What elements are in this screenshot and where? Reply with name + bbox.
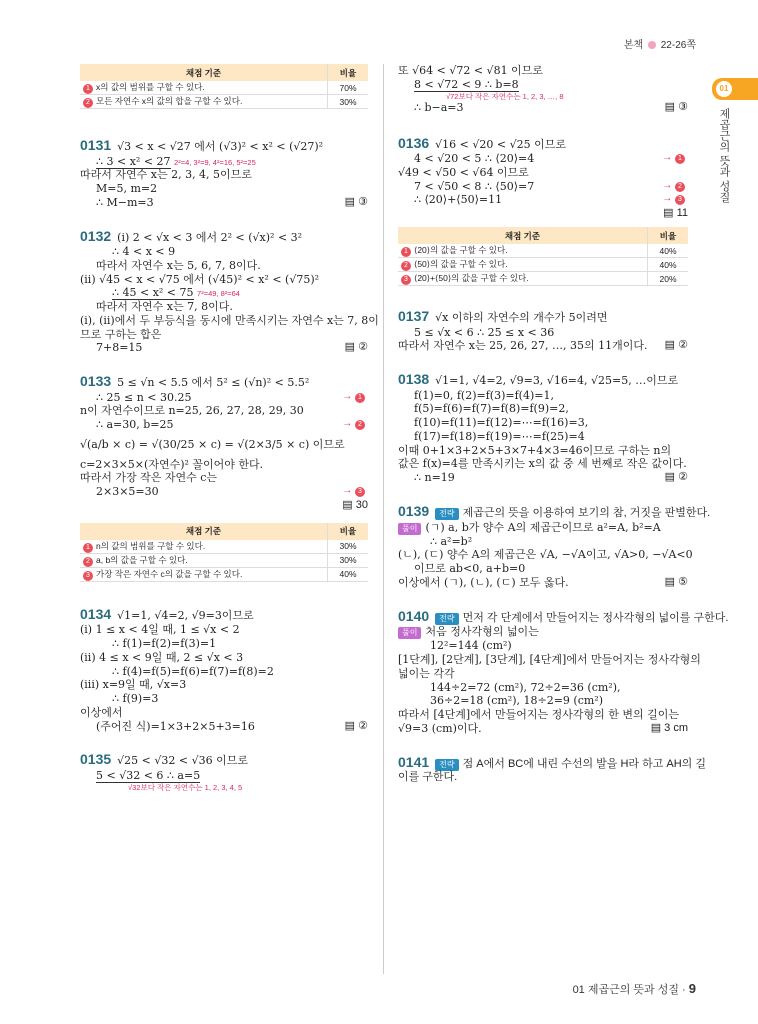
strategy-tag: 전략 xyxy=(435,613,458,625)
problem-0135-continued: 또 √64 < √72 < √81 이므로 8 < √72 < 9 ∴ b=8 √72보다 작은 자연수는 1, 2, 3, …, 8 ∴ b−a=3 ▤ ③ xyxy=(398,64,688,114)
problem-0139: 0139 전략 제곱근의 뜻을 이용하여 보기의 참, 거짓을 판별한다. 풀이 (ㄱ) a, b가 양수 A의 제곱근이므로 a²=A, b²=A ∴ a²=b² (ㄴ), (ㄷ) 양수 A의 제곱근은 √A, −√A이고, √A>0, −√A<0 이므로 ab<0, a+b=0 이상에서 (ㄱ), (ㄴ), (ㄷ) 모두 옳다. ▤ ⑤ xyxy=(398,502,711,589)
line: 이므로 ab<0, a+b=0 xyxy=(414,562,526,576)
line: ∴ 25 ≤ n < 30.25 xyxy=(96,390,192,404)
line: 처음 정사각형의 넓이는 xyxy=(425,625,539,639)
strategy-text: 먼저 각 단계에서 만들어지는 정사각형의 넓이를 구한다. xyxy=(462,611,729,624)
answer: 11 xyxy=(676,207,688,220)
problem-0138: 0138 √1=1, √4=2, √9=3, √16=4, √25=5, …이므로 f(1)=0, f(2)=f(3)=f(4)=1, f(5)=f(6)=f(7)=f(8)=f(9)=2, f(10)=f(11)=f(12)=⋯=f(16)=3, f(17)=f(18)=f(19)=⋯=f(25)=4 이때 0+1×3+2×5+3×7+4×3=46이므로 구하는 n의 값은 f(x)=4를 만족시키는 x의 값 중 세 번째로 작은 값이다. ∴ n=19 ▤ ② xyxy=(398,371,688,485)
problem-number: 0137 xyxy=(398,308,430,325)
left-column xyxy=(80,64,379,792)
answer: ③ xyxy=(358,195,368,208)
table-cell: 20% xyxy=(648,272,689,286)
table-cell: 30% xyxy=(328,95,369,109)
line: (iii) x=9일 때, √x=3 xyxy=(80,678,187,692)
answer: ③ xyxy=(678,100,688,113)
cell-text: n의 값의 범위를 구할 수 있다. xyxy=(96,540,206,551)
line: (i) 2 < √x < 3 에서 2² < (√x)² < 3² xyxy=(117,230,303,244)
table-head: 채점 기준 xyxy=(398,227,648,244)
table-cell: 2 a, b의 값을 구할 수 있다. xyxy=(80,553,328,567)
line: ∴ n=19 xyxy=(414,471,455,485)
dot-icon xyxy=(648,41,656,49)
line: 이상에서 (ㄱ), (ㄴ), (ㄷ) 모두 옳다. xyxy=(398,575,569,589)
line: (ㄱ) a, b가 양수 A의 제곱근이므로 a²=A, b²=A xyxy=(425,520,661,534)
line: √16 < √20 < √25 이므로 xyxy=(435,137,566,151)
answer: ② xyxy=(678,339,688,352)
table-head: 채점 기준 xyxy=(80,64,328,81)
line: 따라서 자연수 x는 2, 3, 4, 5이므로 xyxy=(80,168,252,182)
problem-number: 0136 xyxy=(398,134,430,151)
line: √(a/b × c) = √(30/25 × c) = √(2×3/5 × c) 이므로 xyxy=(80,437,345,451)
line: M=5, m=2 xyxy=(96,182,158,195)
line: √49 < √50 < √64 이므로 xyxy=(398,165,529,179)
line: 또 √64 < √72 < √81 이므로 xyxy=(398,64,543,77)
line: f(1)=0, f(2)=f(3)=f(4)=1, xyxy=(414,388,554,402)
problem-0134: 0134 √1=1, √4=2, √9=3이므로 (i) 1 ≤ x < 4일 때, 1 ≤ √x < 2 ∴ f(1)=f(2)=f(3)=1 (ii) 4 ≤ x < 9일 때, 2 ≤ √x < 3 ∴ f(4)=f(5)=f(6)=f(7)=f(8)=2 (iii) x=9일 때, √x=3 ∴ f(9)=3 이상에서 (주어진 식)=1×3+2×5+3=16 ▤ ② xyxy=(80,605,368,733)
problem-0137: 0137 √x 이하의 자연수의 개수가 5이려면 5 ≤ √x < 6 ∴ 25 ≤ x < 36 따라서 자연수 x는 25, 26, 27, …, 35의 11개이다. ▤ ② xyxy=(398,308,688,353)
problem-number: 0132 xyxy=(80,227,112,244)
line: 따라서 자연수 x는 7, 8이다. xyxy=(96,300,233,313)
page-footer: 01 제곱근의 뜻과 성질 · 9 xyxy=(572,981,696,996)
book-label: 본책 xyxy=(623,40,644,51)
note: 2²=4, 3²=9, 4²=16, 5²=25 xyxy=(174,157,256,167)
line: (ㄴ), (ㄷ) 양수 A의 제곱근은 √A, −√A이고, √A>0, −√A<0 xyxy=(398,548,693,562)
footer-chapter: 01 제곱근의 뜻과 성질 xyxy=(572,984,679,996)
cell-text: 모든 자연수 x의 값의 합을 구할 수 있다. xyxy=(96,96,243,106)
problem-0131: 0131 √3 < x < √27 에서 (√3)² < x² < (√27)² ∴ 3 < x² < 27 2²=4, 3²=9, 4²=16, 5²=25 따라서 자연수 x는 2, 3, 4, 5이므로 M=5, m=2 ∴ M−m=3 ▤ ③ xyxy=(80,137,368,209)
solution-tag: 풀이 xyxy=(398,523,421,535)
line: 36÷2=18 (cm²), 18÷2=9 (cm²) xyxy=(430,694,604,708)
line: ∴ b−a=3 xyxy=(414,100,464,114)
problem-number: 0140 xyxy=(398,607,430,624)
cell-text: ⟨20⟩+⟨50⟩의 값을 구할 수 있다. xyxy=(414,273,529,284)
line: 넓이는 각각 xyxy=(398,666,455,680)
line: ∴ 45 < x² < 75 xyxy=(112,286,194,300)
line: √25 < √32 < √36 이므로 xyxy=(117,754,248,768)
problem-0132: 0132 (i) 2 < √x < 3 에서 2² < (√x)² < 3² ∴ 4 < x < 9 따라서 자연수 x는 5, 6, 7, 8이다. (ii) √45 < x < √75 에서 (√45)² < x² < (√75)² ∴ 45 < x² < 75 7²=49, 8²=64 따라서 자연수 x는 7, 8이다. (i), (ii)에서 두 부등식을 동시에 만족시키는 자연수 x는 7, 8이 므로 구하는 합은 7+8=15 ▤ ② xyxy=(80,227,379,355)
line: ∴ ⟨20⟩+⟨50⟩=11 xyxy=(414,193,503,207)
line: f(10)=f(11)=f(12)=⋯=f(16)=3, xyxy=(414,416,589,430)
table-head: 비율 xyxy=(648,227,689,244)
scoring-table-b xyxy=(80,523,368,582)
line: 4 < √20 < 5 ∴ ⟨20⟩=4 xyxy=(414,152,535,166)
line: 12²=144 (cm²) xyxy=(430,639,512,653)
line: (i), (ii)에서 두 부등식을 동시에 만족시키는 자연수 x는 7, 8이 xyxy=(80,313,379,327)
line: 이때 0+1×3+2×5+3×7+4×3=46이므로 구하는 n의 xyxy=(398,443,672,457)
line: 므로 구하는 합은 xyxy=(80,327,162,341)
strategy-tag: 전략 xyxy=(435,508,458,520)
column-divider xyxy=(383,64,384,974)
problem-number: 0131 xyxy=(80,137,112,153)
line: (i) 1 ≤ x < 4일 때, 1 ≤ √x < 2 xyxy=(80,623,240,637)
problem-number: 0133 xyxy=(80,373,112,389)
line: 5 ≤ √n < 5.5 에서 5² ≤ (√n)² < 5.5² xyxy=(117,376,310,389)
table-cell: 1 ⟨20⟩의 값을 구할 수 있다. xyxy=(398,244,648,258)
chapter-number: 01 xyxy=(716,81,732,97)
line: (ii) √45 < x < √75 에서 (√45)² < x² < (√75)² xyxy=(80,272,320,286)
line: 2×3×5=30 xyxy=(96,485,159,498)
table-cell: 40% xyxy=(648,258,689,272)
answer: 3 cm xyxy=(664,721,688,734)
cell-text: ⟨50⟩의 값을 구할 수 있다. xyxy=(414,259,508,270)
table-head: 비율 xyxy=(328,64,369,81)
chapter-title: 제곱근의 뜻과 성질 xyxy=(718,108,730,203)
line: √1=1, √4=2, √9=3, √16=4, √25=5, …이므로 xyxy=(435,374,679,388)
answer: ⑤ xyxy=(678,575,688,588)
table-cell: 30% xyxy=(328,553,369,567)
line: 5 ≤ √x < 6 ∴ 25 ≤ x < 36 xyxy=(414,325,555,339)
line: √1=1, √4=2, √9=3이므로 xyxy=(117,608,254,622)
note: 7²=49, 8²=64 xyxy=(197,289,240,299)
line: √x 이하의 자연수의 개수가 5이려면 xyxy=(435,311,608,325)
table-head: 비율 xyxy=(328,523,369,540)
line: 따라서 자연수 x는 5, 6, 7, 8이다. xyxy=(96,258,261,272)
line: ∴ a=30, b=25 xyxy=(96,418,174,431)
problem-0140: 0140 전략 먼저 각 단계에서 만들어지는 정사각형의 넓이를 구한다. 풀이 처음 정사각형의 넓이는 12²=144 (cm²) [1단계], [2단계], [3단계], [4단계]에서 만들어지는 정사각형의 넓이는 각각 144÷2=72 (cm²), 72÷2=36 (cm²), 36÷2=18 (cm²), 18÷2=9 (cm²) 따라서 [4단계]에서 만들어지는 정사각형의 한 변의 길이는 √9=3 (cm)이다. ▤ 3 cm xyxy=(398,607,729,735)
table-cell: 3 가장 작은 자연수 c의 값을 구할 수 있다. xyxy=(80,567,328,581)
table-cell: 70% xyxy=(328,81,369,95)
problem-number: 0135 xyxy=(80,751,112,768)
problem-number: 0141 xyxy=(398,753,430,770)
strategy-text: 점 A에서 BC에 내린 수선의 발을 H라 하고 AH의 길 xyxy=(462,757,706,770)
solution-tag: 풀이 xyxy=(398,627,421,639)
cell-text: ⟨20⟩의 값을 구할 수 있다. xyxy=(414,245,508,256)
line: ∴ f(9)=3 xyxy=(112,692,159,705)
page-header xyxy=(624,36,696,51)
table-cell: 30% xyxy=(328,540,369,554)
table-cell: 2 모든 자연수 x의 값의 합을 구할 수 있다. xyxy=(80,95,328,109)
answer: ② xyxy=(358,719,368,732)
line: n이 자연수이므로 n=25, 26, 27, 28, 29, 30 xyxy=(80,404,304,418)
table-cell: 40% xyxy=(648,244,689,258)
note: √72보다 작은 자연수는 1, 2, 3, …, 8 xyxy=(446,91,564,101)
problem-0135 xyxy=(80,751,368,792)
strategy-text: 제곱근의 뜻을 이용하여 보기의 참, 거짓을 판별한다. xyxy=(462,506,711,519)
line: f(5)=f(6)=f(7)=f(8)=f(9)=2, xyxy=(414,402,569,416)
line: [1단계], [2단계], [3단계], [4단계]에서 만들어지는 정사각형의 xyxy=(398,653,701,667)
line: 따라서 가장 작은 자연수 c는 xyxy=(80,471,218,485)
table-head: 채점 기준 xyxy=(80,523,328,540)
note: √32보다 작은 자연수는 1, 2, 3, 4, 5 xyxy=(128,782,243,792)
line: 8 < √72 < 9 ∴ b=8 xyxy=(414,77,519,91)
line: ∴ 3 < x² < 27 xyxy=(96,154,171,168)
problem-0141 xyxy=(398,753,706,786)
line: 7+8=15 xyxy=(96,341,143,355)
line: ∴ f(1)=f(2)=f(3)=1 xyxy=(112,637,217,650)
answer: 30 xyxy=(355,498,368,511)
scoring-table-c xyxy=(398,227,688,286)
line: 값은 f(x)=4를 만족시키는 x의 값 중 세 번째로 작은 값이다. xyxy=(398,457,687,471)
line: 이를 구한다. xyxy=(398,771,458,784)
table-cell: 3 ⟨20⟩+⟨50⟩의 값을 구할 수 있다. xyxy=(398,272,648,286)
line: 5 < √32 < 6 ∴ a=5 xyxy=(96,768,201,782)
problem-0133: 0133 5 ≤ √n < 5.5 에서 5² ≤ (√n)² < 5.5² ∴ 25 ≤ n < 30.25 → 1 n이 자연수이므로 n=25, 26, 27, 28, 29, 30 ∴ a=30, b=25 → 2 √(a/b × c) = √(30/25 × c) = √(2×3/5 × c) 이므로 c=2×3×5×(자연수)² 꼴이어야 한다. 따라서 가장 작은 자연수 c는 2×3×5=30 → 3 ▤ 30 xyxy=(80,373,368,511)
line: 7 < √50 < 8 ∴ ⟨50⟩=7 xyxy=(414,179,535,193)
line: √3 < x < √27 에서 (√3)² < x² < (√27)² xyxy=(117,140,324,153)
table-cell: 2 ⟨50⟩의 값을 구할 수 있다. xyxy=(398,258,648,272)
line: ∴ a²=b² xyxy=(430,534,473,548)
line: 144÷2=72 (cm²), 72÷2=36 (cm²), xyxy=(430,680,621,694)
page-number: 9 xyxy=(688,981,696,996)
answer: ② xyxy=(678,471,688,484)
cell-text: 가장 작은 자연수 c의 값을 구할 수 있다. xyxy=(96,568,243,579)
problem-number: 0139 xyxy=(398,502,430,519)
table-cell: 40% xyxy=(328,567,369,581)
scoring-table-a xyxy=(80,64,368,109)
answer: ② xyxy=(358,341,368,354)
line: ∴ M−m=3 xyxy=(96,195,154,209)
page-range: 22-26쪽 xyxy=(660,40,696,51)
problem-0136: 0136 √16 < √20 < √25 이므로 4 < √20 < 5 ∴ ⟨20⟩=4 → 1 √49 < √50 < √64 이므로 7 < √50 < 8 ∴ ⟨50⟩=7 → 2 ∴ ⟨20⟩+⟨50⟩=11 → 3 ▤ 11 xyxy=(398,134,688,220)
line: f(17)=f(18)=f(19)=⋯=f(25)=4 xyxy=(414,429,585,443)
line: 이상에서 xyxy=(80,705,123,719)
problem-number: 0138 xyxy=(398,371,430,388)
line: (주어진 식)=1×3+2×5+3=16 xyxy=(96,719,255,733)
table-cell: 1 x의 값의 범위를 구할 수 있다. xyxy=(80,81,328,95)
line: ∴ f(4)=f(5)=f(6)=f(7)=f(8)=2 xyxy=(112,664,274,678)
line: ∴ 4 < x < 9 xyxy=(112,245,176,258)
problem-number: 0134 xyxy=(80,605,112,622)
table-cell: 1 n의 값의 범위를 구할 수 있다. xyxy=(80,540,328,554)
line: 따라서 [4단계]에서 만들어지는 정사각형의 한 변의 길이는 xyxy=(398,708,679,722)
line: √9=3 (cm)이다. xyxy=(398,721,482,735)
strategy-tag: 전략 xyxy=(435,759,458,771)
line: 따라서 자연수 x는 25, 26, 27, …, 35의 11개이다. xyxy=(398,339,648,353)
cell-text: a, b의 값을 구할 수 있다. xyxy=(96,554,188,565)
line: (ii) 4 ≤ x < 9일 때, 2 ≤ √x < 3 xyxy=(80,650,244,664)
line: c=2×3×5×(자연수)² 꼴이어야 한다. xyxy=(80,457,264,471)
cell-text: x의 값의 범위를 구할 수 있다. xyxy=(96,82,205,92)
